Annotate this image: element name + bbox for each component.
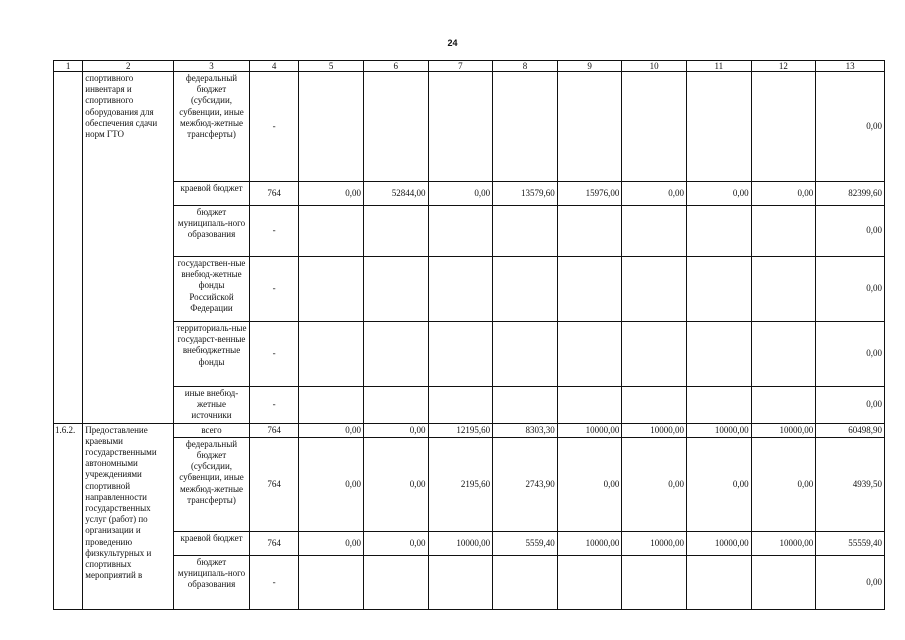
ministry-code: -: [249, 206, 298, 257]
value-col-8: [493, 257, 558, 322]
value-col-5: 0,00: [299, 437, 364, 531]
column-header-12: 12: [751, 61, 816, 72]
column-header-8: 8: [493, 61, 558, 72]
funding-source: федеральный бюджет (субсидии, субвенции, иные межбюд-жетные трансферты): [174, 72, 250, 182]
value-col-12: 10000,00: [751, 531, 816, 555]
value-col-11: [686, 72, 751, 182]
column-header-4: 4: [249, 61, 298, 72]
value-col-5: [299, 72, 364, 182]
value-col-9: [557, 322, 622, 387]
value-col-9: [557, 555, 622, 609]
ministry-code: 764: [249, 423, 298, 437]
table-row: [54, 531, 885, 555]
value-col-9: [557, 72, 622, 182]
value-col-13: 0,00: [816, 72, 885, 182]
value-col-9: 0,00: [557, 437, 622, 531]
item-name: Предоставление краевыми государственными автономными учреждениями спортивной направленности государственных услуг (работ) по организации и проведению физкультурных и спортивных мероприятий в: [83, 423, 174, 609]
funding-source: иные внебюд-жетные источники: [174, 387, 250, 424]
value-col-10: [622, 322, 687, 387]
value-col-13: 0,00: [816, 387, 885, 424]
funding-source: краевой бюджет: [174, 531, 250, 555]
value-col-9: 10000,00: [557, 423, 622, 437]
ministry-code: 764: [249, 182, 298, 206]
table-row: [54, 257, 885, 322]
value-col-8: [493, 206, 558, 257]
value-col-13: 0,00: [816, 206, 885, 257]
value-col-5: [299, 555, 364, 609]
value-col-7: [428, 555, 493, 609]
value-col-10: [622, 257, 687, 322]
column-header-6: 6: [363, 61, 428, 72]
value-col-10: 10000,00: [622, 531, 687, 555]
value-col-10: 0,00: [622, 182, 687, 206]
value-col-12: [751, 72, 816, 182]
value-col-6: [363, 72, 428, 182]
budget-table: [53, 60, 885, 610]
value-col-6: [363, 322, 428, 387]
value-col-7: 2195,60: [428, 437, 493, 531]
value-col-10: [622, 206, 687, 257]
page-number: 24: [447, 38, 458, 48]
value-col-6: 0,00: [363, 437, 428, 531]
value-col-9: 15976,00: [557, 182, 622, 206]
value-col-11: [686, 555, 751, 609]
value-col-5: 0,00: [299, 531, 364, 555]
value-col-11: 10000,00: [686, 423, 751, 437]
value-col-7: 0,00: [428, 182, 493, 206]
funding-source: краевой бюджет: [174, 182, 250, 206]
ministry-code: -: [249, 555, 298, 609]
ministry-code: 764: [249, 437, 298, 531]
value-col-10: [622, 72, 687, 182]
ministry-code: -: [249, 322, 298, 387]
value-col-13: 4939,50: [816, 437, 885, 531]
value-col-9: [557, 206, 622, 257]
ministry-code: -: [249, 387, 298, 424]
value-col-6: [363, 257, 428, 322]
ministry-code: -: [249, 257, 298, 322]
table-row: [54, 423, 885, 437]
funding-source: бюджет муниципаль-ного образования: [174, 206, 250, 257]
value-col-12: [751, 555, 816, 609]
value-col-13: 0,00: [816, 555, 885, 609]
value-col-6: [363, 206, 428, 257]
value-col-7: [428, 72, 493, 182]
value-col-7: [428, 206, 493, 257]
value-col-13: 82399,60: [816, 182, 885, 206]
table-row: [54, 387, 885, 424]
table-row: [54, 555, 885, 609]
value-col-9: 10000,00: [557, 531, 622, 555]
table-row: [54, 206, 885, 257]
value-col-8: [493, 72, 558, 182]
value-col-5: [299, 206, 364, 257]
column-header-1: 1: [54, 61, 83, 72]
item-name: спортивного инвентаря и спортивного оборудования для обеспечения сдачи норм ГТО: [83, 72, 174, 424]
value-col-12: [751, 206, 816, 257]
value-col-8: 2743,90: [493, 437, 558, 531]
value-col-11: 0,00: [686, 437, 751, 531]
value-col-12: [751, 257, 816, 322]
value-col-8: [493, 322, 558, 387]
value-col-12: 0,00: [751, 182, 816, 206]
value-col-5: [299, 257, 364, 322]
funding-source: территориаль-ные государст-венные внебюджетные фонды: [174, 322, 250, 387]
value-col-11: [686, 322, 751, 387]
value-col-8: [493, 555, 558, 609]
value-col-11: 0,00: [686, 182, 751, 206]
item-number: 1.6.2.: [54, 423, 83, 609]
value-col-5: 0,00: [299, 423, 364, 437]
column-header-3: 3: [174, 61, 250, 72]
funding-source: государствен-ные внебюд-жетные фонды Российской Федерации: [174, 257, 250, 322]
table-row: [54, 72, 885, 182]
value-col-5: 0,00: [299, 182, 364, 206]
table-row: [54, 437, 885, 531]
value-col-12: [751, 322, 816, 387]
value-col-9: [557, 257, 622, 322]
value-col-6: 52844,00: [363, 182, 428, 206]
value-col-8: 8303,30: [493, 423, 558, 437]
value-col-7: [428, 387, 493, 424]
value-col-6: 0,00: [363, 531, 428, 555]
column-header-11: 11: [686, 61, 751, 72]
value-col-12: 0,00: [751, 437, 816, 531]
value-col-13: 55559,40: [816, 531, 885, 555]
column-header-7: 7: [428, 61, 493, 72]
value-col-11: 10000,00: [686, 531, 751, 555]
column-header-13: 13: [816, 61, 885, 72]
value-col-8: 5559,40: [493, 531, 558, 555]
value-col-10: 10000,00: [622, 423, 687, 437]
value-col-13: 60498,90: [816, 423, 885, 437]
header-row: [54, 61, 885, 72]
value-col-6: [363, 387, 428, 424]
value-col-6: 0,00: [363, 423, 428, 437]
value-col-11: [686, 257, 751, 322]
table-row: [54, 322, 885, 387]
value-col-7: [428, 257, 493, 322]
value-col-12: [751, 387, 816, 424]
value-col-6: [363, 555, 428, 609]
item-number: [54, 72, 83, 424]
value-col-10: 0,00: [622, 437, 687, 531]
funding-source: бюджет муниципаль-ного образования: [174, 555, 250, 609]
table-row: [54, 182, 885, 206]
funding-source: всего: [174, 423, 250, 437]
ministry-code: 764: [249, 531, 298, 555]
column-header-9: 9: [557, 61, 622, 72]
value-col-13: 0,00: [816, 257, 885, 322]
funding-source: федеральный бюджет (субсидии, субвенции, иные межбюд-жетные трансферты): [174, 437, 250, 531]
column-header-10: 10: [622, 61, 687, 72]
value-col-11: [686, 387, 751, 424]
value-col-11: [686, 206, 751, 257]
value-col-8: 13579,60: [493, 182, 558, 206]
column-header-2: 2: [83, 61, 174, 72]
value-col-7: 10000,00: [428, 531, 493, 555]
value-col-12: 10000,00: [751, 423, 816, 437]
value-col-13: 0,00: [816, 322, 885, 387]
value-col-10: [622, 555, 687, 609]
value-col-5: [299, 387, 364, 424]
ministry-code: -: [249, 72, 298, 182]
table-body: [54, 72, 885, 610]
value-col-7: 12195,60: [428, 423, 493, 437]
value-col-7: [428, 322, 493, 387]
value-col-9: [557, 387, 622, 424]
value-col-8: [493, 387, 558, 424]
value-col-10: [622, 387, 687, 424]
column-header-5: 5: [299, 61, 364, 72]
value-col-5: [299, 322, 364, 387]
